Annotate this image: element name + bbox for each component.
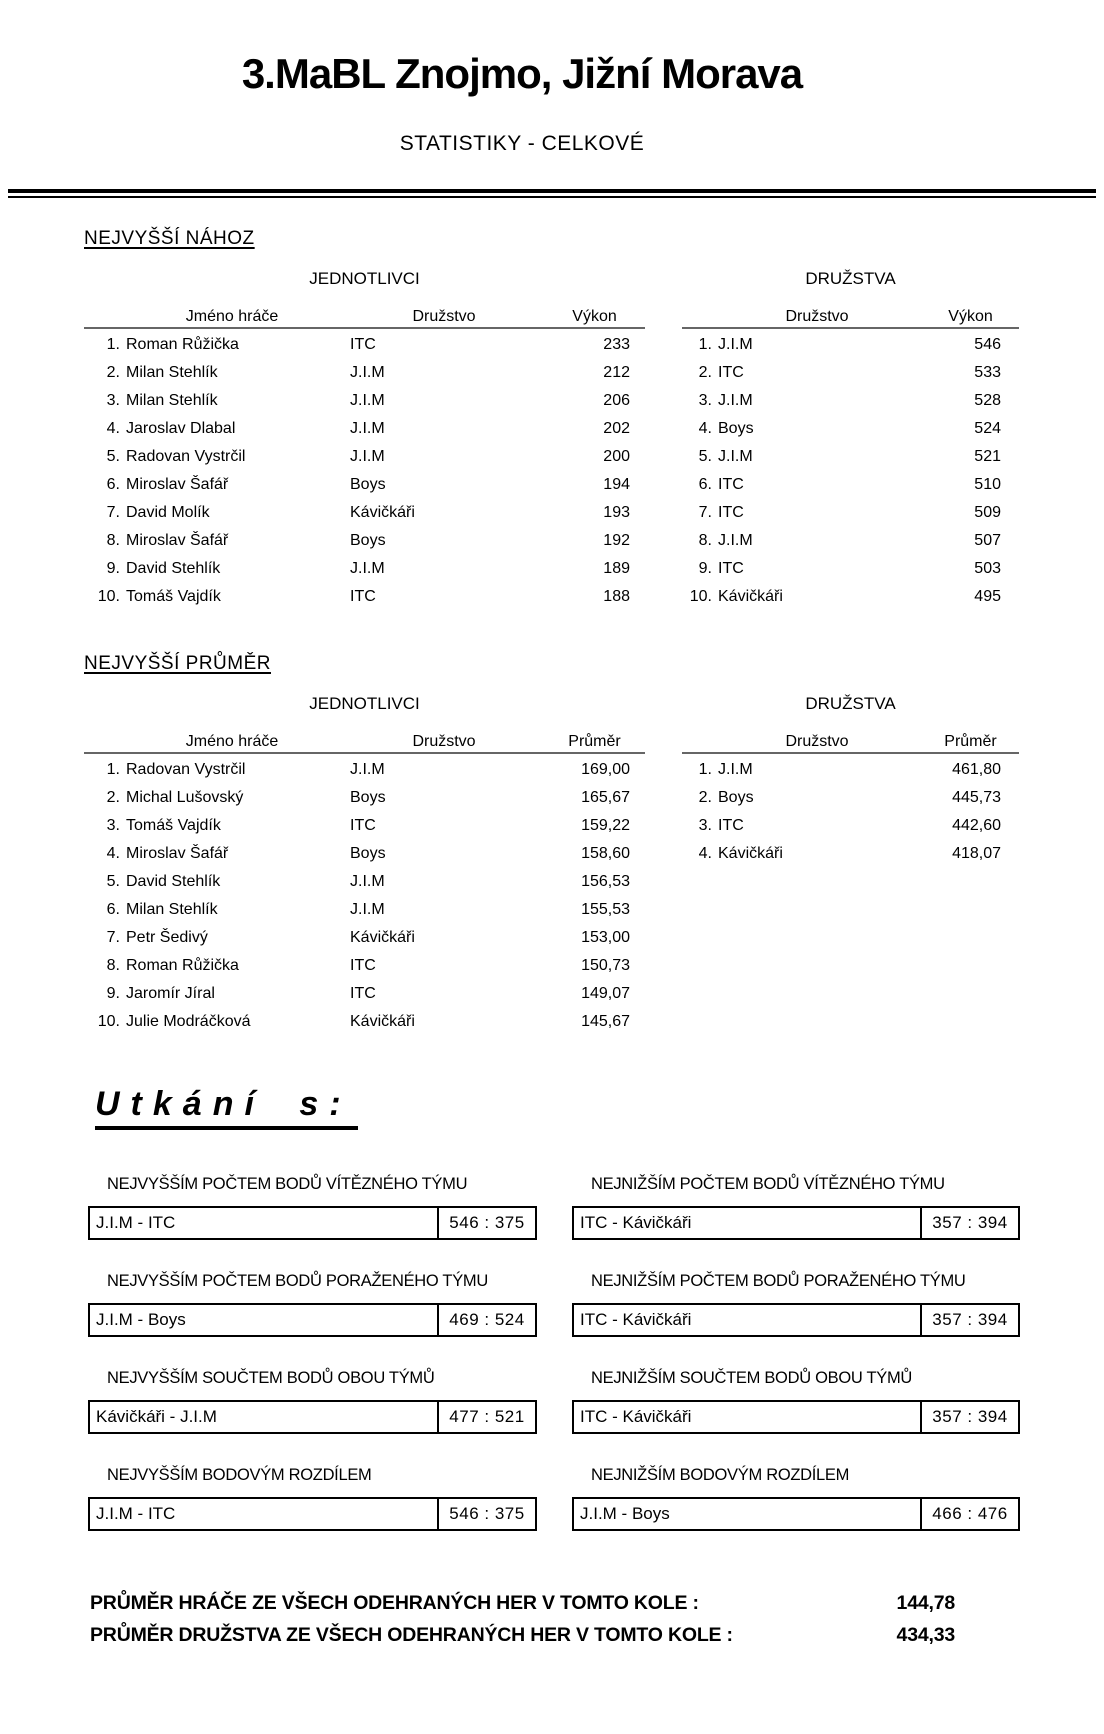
player-name: Julie Modráčková (126, 1013, 251, 1030)
section-heading: NEJVYŠŠÍ PRŮMĚR (84, 653, 271, 674)
individuals-table (84, 270, 645, 611)
player-name: David Stehlík (126, 873, 221, 890)
match-box (88, 1206, 537, 1240)
player-average-row (90, 1591, 955, 1615)
team-name: Kávičkáři (350, 1013, 415, 1030)
row-value: 149,07 (581, 985, 630, 1002)
section-highest-average (84, 653, 1104, 1036)
team-name: Kávičkáři (350, 504, 415, 521)
match-score: 546 : 375 (449, 1504, 525, 1523)
table-row (84, 952, 645, 980)
team-name: J.I.M (718, 336, 753, 353)
row-value: 189 (603, 560, 630, 577)
match-score: 469 : 524 (449, 1310, 525, 1329)
team-name: ITC (350, 588, 376, 605)
team-name: Boys (350, 476, 386, 493)
row-value: 188 (603, 588, 630, 605)
match-label: NEJNIŽŠÍM SOUČTEM BODŮ OBOU TÝMŮ (591, 1369, 913, 1387)
match-label: NEJNIŽŠÍM POČTEM BODŮ VÍTĚZNÉHO TÝMU (591, 1175, 945, 1193)
row-rank: 6. (106, 901, 120, 918)
team-name: Kávičkáři (350, 929, 415, 946)
column-header-value: Průměr (568, 733, 621, 750)
match-score: 477 : 521 (449, 1407, 525, 1426)
match-block (572, 1465, 1020, 1531)
match-box (572, 1206, 1020, 1240)
row-value: 509 (974, 504, 1001, 521)
player-name: Miroslav Šafář (126, 845, 229, 862)
teams-table (682, 695, 1019, 1036)
match-block (88, 1368, 537, 1434)
table-title: JEDNOTLIVCI (309, 694, 420, 713)
row-value: 442,60 (952, 817, 1001, 834)
matches-grid (88, 1174, 1104, 1531)
column-header-team: Družstvo (412, 733, 476, 750)
match-label: NEJVYŠŠÍM POČTEM BODŮ VÍTĚZNÉHO TÝMU (107, 1175, 468, 1193)
page-header (0, 52, 1044, 156)
row-value: 521 (974, 448, 1001, 465)
team-name: J.I.M (350, 560, 385, 577)
match-box (572, 1303, 1020, 1337)
player-name: Milan Stehlík (126, 364, 218, 381)
team-name: Boys (350, 532, 386, 549)
team-name: Boys (350, 845, 386, 862)
player-name: Jaroslav Dlabal (126, 420, 236, 437)
team-average-label: PRŮMĚR DRUŽSTVA ZE VŠECH ODEHRANÝCH HER V TOMTO KOLE : (90, 1624, 733, 1646)
match-box (88, 1497, 537, 1531)
row-value: 193 (603, 504, 630, 521)
row-rank: 1. (106, 761, 120, 778)
player-average-value: 144,78 (896, 1592, 955, 1614)
row-rank: 8. (106, 957, 120, 974)
row-rank: 2. (106, 789, 120, 806)
row-rank: 9. (106, 560, 120, 577)
team-name: ITC (350, 336, 376, 353)
table-row (682, 387, 1019, 415)
table-row (84, 583, 645, 611)
table-row (84, 555, 645, 583)
team-name: Kávičkáři (718, 845, 783, 862)
table-row (84, 359, 645, 387)
row-rank: 4. (698, 845, 712, 862)
row-value: 155,53 (581, 901, 630, 918)
team-name: Boys (718, 420, 754, 437)
table-body (682, 756, 1019, 868)
row-rank: 2. (106, 364, 120, 381)
column-header-name: Jméno hráče (185, 733, 279, 750)
column-header-team: Družstvo (785, 308, 849, 325)
match-block (88, 1465, 537, 1531)
row-value: 158,60 (581, 845, 630, 862)
row-rank: 10. (97, 588, 120, 605)
row-value: 233 (603, 336, 630, 353)
team-name: Boys (350, 789, 386, 806)
table-row (84, 756, 645, 784)
team-name: ITC (718, 476, 744, 493)
team-name: ITC (718, 817, 744, 834)
player-name: Roman Růžička (126, 957, 239, 974)
column-header-name: Jméno hráče (185, 308, 279, 325)
table-row (84, 840, 645, 868)
row-value: 169,00 (581, 761, 630, 778)
table-row (84, 924, 645, 952)
table-body (84, 331, 645, 611)
player-name: David Stehlík (126, 560, 221, 577)
team-name: Boys (718, 789, 754, 806)
table-row (682, 527, 1019, 555)
match-teams: ITC - Kávičkáři (574, 1305, 922, 1335)
page-subtitle: STATISTIKY - CELKOVÉ (399, 132, 645, 155)
table-title: DRUŽSTVA (805, 694, 896, 713)
table-row (84, 527, 645, 555)
table-row (84, 896, 645, 924)
match-teams: ITC - Kávičkáři (574, 1402, 922, 1432)
table-row (84, 331, 645, 359)
team-name: ITC (350, 817, 376, 834)
team-name: J.I.M (350, 392, 385, 409)
player-name: Tomáš Vajdík (126, 588, 221, 605)
row-rank: 5. (698, 448, 712, 465)
player-average-label: PRŮMĚR HRÁČE ZE VŠECH ODEHRANÝCH HER V TOMTO KOLE : (90, 1592, 699, 1614)
row-rank: 10. (689, 588, 712, 605)
table-row (682, 359, 1019, 387)
match-box (88, 1400, 537, 1434)
row-value: 461,80 (952, 761, 1001, 778)
row-rank: 3. (698, 817, 712, 834)
row-value: 212 (603, 364, 630, 381)
table-row (84, 812, 645, 840)
row-rank: 1. (106, 336, 120, 353)
match-label: NEJNIŽŠÍM BODOVÝM ROZDÍLEM (591, 1466, 850, 1484)
row-rank: 3. (698, 392, 712, 409)
row-rank: 1. (698, 761, 712, 778)
table-row (682, 784, 1019, 812)
table-row (84, 1008, 645, 1036)
row-value: 445,73 (952, 789, 1001, 806)
row-value: 145,67 (581, 1013, 630, 1030)
header-divider (8, 189, 1096, 198)
team-name: J.I.M (350, 420, 385, 437)
team-name: Kávičkáři (718, 588, 783, 605)
table-title: JEDNOTLIVCI (309, 269, 420, 288)
match-label: NEJVYŠŠÍM BODOVÝM ROZDÍLEM (107, 1466, 372, 1484)
table-body (84, 756, 645, 1036)
section-heading: NEJVYŠŠÍ NÁHOZ (84, 228, 255, 249)
row-value: 156,53 (581, 873, 630, 890)
match-score: 357 : 394 (932, 1407, 1008, 1426)
team-name: J.I.M (350, 873, 385, 890)
teams-table (682, 270, 1019, 611)
player-name: Milan Stehlík (126, 392, 218, 409)
row-rank: 8. (106, 532, 120, 549)
row-rank: 7. (698, 504, 712, 521)
row-value: 495 (974, 588, 1001, 605)
player-name: Miroslav Šafář (126, 476, 229, 493)
row-rank: 3. (106, 817, 120, 834)
row-rank: 4. (106, 420, 120, 437)
column-header-team: Družstvo (412, 308, 476, 325)
row-rank: 6. (106, 476, 120, 493)
row-rank: 10. (97, 1013, 120, 1030)
row-rank: 4. (106, 845, 120, 862)
table-header-row (84, 306, 645, 329)
row-value: 206 (603, 392, 630, 409)
row-rank: 9. (698, 560, 712, 577)
team-name: J.I.M (350, 364, 385, 381)
match-teams: J.I.M - ITC (90, 1208, 439, 1238)
table-row (84, 784, 645, 812)
row-value: 192 (603, 532, 630, 549)
row-rank: 7. (106, 504, 120, 521)
matches-heading: Utkání s: (95, 1084, 358, 1130)
player-name: Milan Stehlík (126, 901, 218, 918)
table-row (682, 443, 1019, 471)
table-row (682, 812, 1019, 840)
row-value: 510 (974, 476, 1001, 493)
team-name: J.I.M (350, 901, 385, 918)
match-score: 546 : 375 (449, 1213, 525, 1232)
table-row (682, 415, 1019, 443)
table-row (682, 331, 1019, 359)
row-value: 503 (974, 560, 1001, 577)
individuals-table (84, 695, 645, 1036)
player-name: Tomáš Vajdík (126, 817, 221, 834)
table-row (84, 443, 645, 471)
table-row (682, 756, 1019, 784)
row-value: 194 (603, 476, 630, 493)
match-block (572, 1174, 1020, 1240)
table-row (84, 415, 645, 443)
row-rank: 6. (698, 476, 712, 493)
row-rank: 2. (698, 789, 712, 806)
table-row (682, 499, 1019, 527)
team-name: ITC (350, 985, 376, 1002)
row-value: 507 (974, 532, 1001, 549)
player-name: Michal Lušovský (126, 789, 244, 806)
match-block (572, 1271, 1020, 1337)
table-row (682, 583, 1019, 611)
team-name: J.I.M (350, 448, 385, 465)
table-row (84, 980, 645, 1008)
match-teams: J.I.M - Boys (574, 1499, 922, 1529)
table-header-row (682, 306, 1019, 329)
section-matches (0, 1036, 1104, 1531)
team-name: ITC (718, 560, 744, 577)
match-score: 357 : 394 (932, 1213, 1008, 1232)
player-name: Jaromír Jíral (126, 985, 215, 1002)
row-value: 524 (974, 420, 1001, 437)
player-name: Roman Růžička (126, 336, 239, 353)
team-name: J.I.M (718, 448, 753, 465)
match-block (572, 1368, 1020, 1434)
row-value: 546 (974, 336, 1001, 353)
team-name: ITC (718, 364, 744, 381)
table-row (682, 471, 1019, 499)
row-value: 150,73 (581, 957, 630, 974)
player-name: Radovan Vystrčil (126, 761, 246, 778)
row-value: 200 (603, 448, 630, 465)
row-rank: 9. (106, 985, 120, 1002)
row-value: 165,67 (581, 789, 630, 806)
player-name: Radovan Vystrčil (126, 448, 246, 465)
row-rank: 7. (106, 929, 120, 946)
row-value: 528 (974, 392, 1001, 409)
row-value: 202 (603, 420, 630, 437)
team-average-value: 434,33 (896, 1624, 955, 1646)
column-header-team: Družstvo (785, 733, 849, 750)
column-header-value: Výkon (572, 308, 617, 325)
row-value: 533 (974, 364, 1001, 381)
match-label: NEJVYŠŠÍM POČTEM BODŮ PORAŽENÉHO TÝMU (107, 1272, 488, 1290)
table-row (682, 840, 1019, 868)
column-header-value: Průměr (944, 733, 997, 750)
row-value: 159,22 (581, 817, 630, 834)
player-name: Miroslav Šafář (126, 532, 229, 549)
table-row (682, 555, 1019, 583)
match-teams: Kávičkáři - J.I.M (90, 1402, 439, 1432)
row-rank: 8. (698, 532, 712, 549)
row-rank: 5. (106, 873, 120, 890)
table-row (84, 387, 645, 415)
match-box (88, 1303, 537, 1337)
table-row (84, 868, 645, 896)
page-title: 3.MaBL Znojmo, Jižní Morava (241, 50, 803, 97)
row-rank: 4. (698, 420, 712, 437)
table-header-row (84, 731, 645, 754)
match-score: 466 : 476 (932, 1504, 1008, 1523)
team-name: J.I.M (718, 532, 753, 549)
table-body (682, 331, 1019, 611)
player-name: Petr Šedivý (126, 929, 208, 946)
team-name: J.I.M (350, 761, 385, 778)
player-name: David Molík (126, 504, 210, 521)
match-label: NEJVYŠŠÍM SOUČTEM BODŮ OBOU TÝMŮ (107, 1369, 435, 1387)
team-name: J.I.M (718, 392, 753, 409)
team-name: ITC (350, 957, 376, 974)
row-rank: 2. (698, 364, 712, 381)
row-rank: 5. (106, 448, 120, 465)
match-block (88, 1174, 537, 1240)
team-name: J.I.M (718, 761, 753, 778)
row-value: 418,07 (952, 845, 1001, 862)
match-box (572, 1497, 1020, 1531)
table-title: DRUŽSTVA (805, 269, 896, 288)
match-teams: J.I.M - ITC (90, 1499, 439, 1529)
row-value: 153,00 (581, 929, 630, 946)
row-rank: 3. (106, 392, 120, 409)
team-average-row (90, 1623, 955, 1647)
match-teams: J.I.M - Boys (90, 1305, 439, 1335)
row-rank: 1. (698, 336, 712, 353)
table-row (84, 499, 645, 527)
footer-averages (90, 1591, 955, 1647)
column-header-value: Výkon (948, 308, 993, 325)
match-box (572, 1400, 1020, 1434)
match-score: 357 : 394 (932, 1310, 1008, 1329)
match-block (88, 1271, 537, 1337)
table-row (84, 471, 645, 499)
match-label: NEJNIŽŠÍM POČTEM BODŮ PORAŽENÉHO TÝMU (591, 1272, 966, 1290)
team-name: ITC (718, 504, 744, 521)
section-highest-game (84, 228, 1104, 611)
table-header-row (682, 731, 1019, 754)
match-teams: ITC - Kávičkáři (574, 1208, 922, 1238)
